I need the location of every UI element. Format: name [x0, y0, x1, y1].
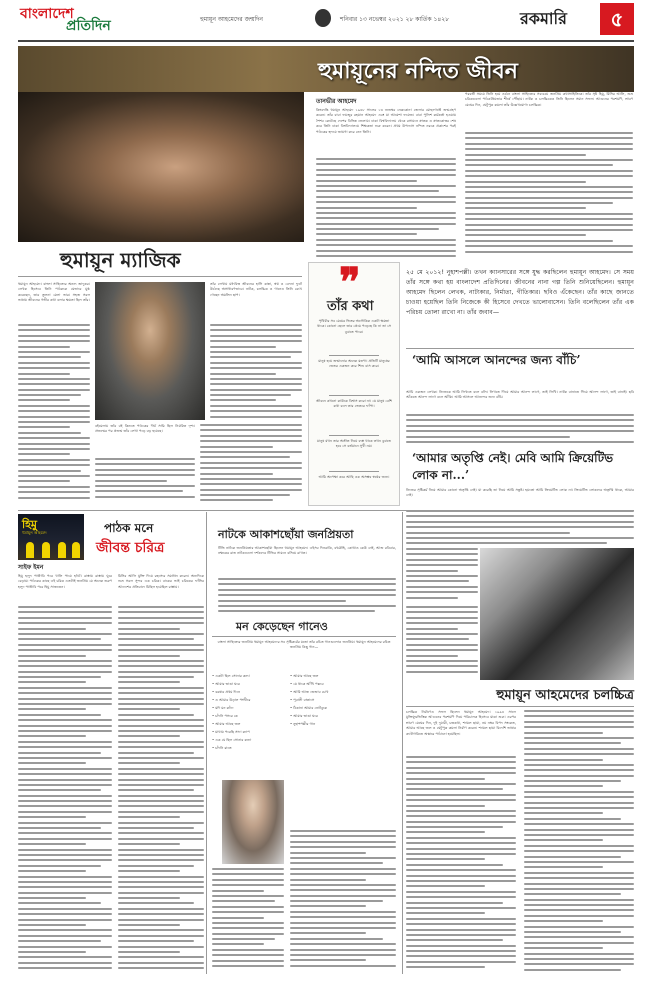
- interview-para-1-lines: [406, 414, 634, 446]
- drama-body: টিভি নাটকে জনপ্রিয়তার আকাশছোঁয়া ছিলেন হুমায়ূন আহমেদ। এইসব দিনরাত্রি, বহুব্রীহি, কোথাও কেউ নেই, আজ রবিবার, নক্ষত্রের রাত নাটকগুলো দর্শকদের টিভির সামনে বসিয়ে রাখত।: [218, 546, 396, 556]
- column-divider: [402, 512, 403, 974]
- interview-heading-2: ‘আমার অতৃপ্তি নেই। মেবি আমি ক্রিয়েটিভ লোক না...’: [412, 451, 614, 482]
- magic-col1: হুমায়ূন আহমেদ। বাংলা সাহিত্যের অনন্য জাদুকর। লেখক হিসেবে তিনি পাঠককে যেভাবে মুগ্ধ করেছেন, তার তুলনা মেলা ভার। সহজ সরল ভাষায় জীবনের গভীর কথা বলার ক্ষমতা ছিল তাঁর।: [18, 282, 90, 303]
- camera-photo: [480, 548, 634, 680]
- film-body: চলচ্চিত্র নির্মাণেও সফল ছিলেন হুমায়ূন আহমেদ। ১৯৯৪ সালে মুক্তিযুদ্ধভিত্তিক আগুনের পরশমণি দিয়ে পরিচালক হিসেবে যাত্রা শুরু। এরপর শ্রাবণ মেঘের দিন, দুই দুয়ারী, চন্দ্রকথা, শ্যামল ছায়া, নয় নম্বর বিপদ সংকেত, আমার আছে জল ও ঘেটুপুত্র কমলা নির্মাণ করেন। শ্যামল ছায়া বিদেশি ভাষার ক্যাটাগরিতে অস্কারে পাঠানো হয়েছিল।: [406, 710, 516, 736]
- interview-intro: ২৫ মে ২০১২! নুহাশপল্লী। তখন ক্যানসারের সঙ্গে যুদ্ধ করছিলেন হুমায়ূন আহমেদ। সে সময় তাঁর সঙ্গে কথা হয় বাংলাদেশ প্রতিদিনের। জীবনের নানা গল্প তিনি শুনিয়েছিলেন। হুমায়ূন আহমেদ ছিলেন লেখক, নাট্যকার, নির্মাতা, গীতিকার। ছবিও এঁকেছেন। তাঁর কাছে জানতে চাওয়া হয়েছিল তিনি নিজেকে কী হিসেবে দেখতে ভালোবাসেন। তিনি বলেছিলেন তাঁর এক পরিচয় তোলা রাখো না। তাঁর জবাব—: [406, 269, 634, 316]
- song-item: • ও আমার উড়াল পংখীরে: [212, 698, 251, 702]
- magic-col3: বইমেলায় তাঁর বই কিনতে পাঠকের দীর্ঘ সারি ছিল নিয়মিত দৃশ্য। প্রজন্মের পর প্রজন্ম তাঁর লেখা পড়ে বড় হয়েছে।: [95, 424, 195, 434]
- himu-col2: মিসির আলি যুক্তি দিয়ে রহস্যের সমাধান করেন। অন্যদিকে শুভ্র সরল সুন্দর এক চরিত্র। বাকের ভাই চরিত্রের ফাঁসির আদেশের প্রতিবাদে মিছিল হয়েছিল রাস্তায়।: [118, 574, 204, 589]
- song-item: • পূবালী বাতাসে: [290, 698, 315, 702]
- song-item: • যদি মন কাঁদে: [212, 706, 234, 710]
- himu-title-top: পাঠক মনে: [104, 521, 154, 535]
- song-item: • ঠিকানা আমার নোটবুকে: [290, 706, 328, 710]
- hero-byline: তানভীর আহমেদ: [316, 98, 357, 105]
- songs-portrait-photo: [222, 780, 284, 864]
- song-item: • মাথায় পরেছি সাদা ক্যাপ: [212, 730, 250, 734]
- silhouette-2-icon: [42, 542, 50, 558]
- song-item: • আমার ভাঙা ঘরে: [212, 682, 240, 686]
- song-item: • আমি আজ ভেজাব চোখ: [290, 690, 329, 694]
- song-item: • বরষার প্রথম দিনে: [212, 690, 241, 694]
- interview-para-2: নিজের সৃষ্টিকর্ম নিয়ে আমার কোনো অতৃপ্তি নেই। যা করেছি তা নিয়ে আমি সন্তুষ্ট। হয়তো আমি ক্রিয়েটিভ লোক না। ক্রিয়েটিভ লোকদের অতৃপ্তি থাকে, আমার নেই।: [406, 488, 634, 498]
- song-item: • আমার ভাঙা ঘরে: [290, 714, 318, 718]
- himu-byline: সাইফ ইমন: [18, 564, 44, 571]
- drama-title: নাটকে আকাশছোঁয়া জনপ্রিয়তা: [218, 528, 354, 541]
- film-title: হুমায়ূন আহমেদের চলচ্চিত্র: [496, 688, 634, 703]
- interview-rule: [406, 348, 634, 349]
- masthead: [0, 0, 650, 46]
- quote-divider-3: [329, 435, 379, 436]
- songs-rule: [212, 636, 396, 637]
- himu-book-cover: [18, 514, 84, 560]
- songs-list-right: [290, 672, 396, 822]
- songs-left-lines: [212, 868, 284, 972]
- portrait-icon: [315, 9, 331, 27]
- songs-title: মন কেড়েছেন গানেও: [236, 620, 328, 633]
- magic-title: হুমায়ূন ম্যাজিক: [60, 248, 181, 272]
- magic-col4-lines: [200, 424, 302, 504]
- quote-5: আমি অপেক্ষা করে আছি এক অসম্ভব স্বপ্নের জন্য।: [318, 475, 390, 479]
- quote-4: মানুষ যখন তার অতীত নিয়ে ব্যস্ত থাকে তখন বুঝতে হবে সে বর্তমানে সুখী নয়।: [317, 439, 391, 449]
- quote-2: মানুষ হয়ে জন্মানোর অনেক যন্ত্রণা। প্রতিটি মানুষের ভেতর একজন করে শিশু বাস করে।: [318, 359, 390, 369]
- magic-col2: তাঁর লেখায় মধ্যবিত্ত জীবনের হাসি কান্না, স্বপ্ন ও বেদনা ফুটে উঠেছে অসাধারণভাবে। নাটক, চলচ্চিত্র ও গানেও তিনি রেখে গেছেন অমলিন ছাপ।: [210, 282, 302, 297]
- logo-line-bottom: প্রতিদিন: [66, 18, 111, 34]
- interview-para-1: আমি একজন লেখক। নিজেকে আমি লিখতে বলে বলি। লিখতে গিয়ে আমার আনন্দ লাগে, তাই লিখি। নাটক বানাতে গিয়ে আনন্দ লাগে, তাই বানাই। ছবি আঁকতে আনন্দ লাগে বলে আঁকি। আমি আসলে আনন্দের জন্য বাঁচি।: [406, 390, 634, 400]
- film-col2-lines: [524, 710, 634, 976]
- hero-portrait-photo: [18, 92, 304, 242]
- film-rule: [406, 706, 634, 707]
- drama-body-lines: [218, 578, 396, 614]
- song-item: • একটা ছিল সোনার কন্যা: [212, 674, 250, 678]
- hero-right-lines: [465, 132, 633, 260]
- quote-divider-1: [329, 355, 379, 356]
- magic-col2-lines: [210, 324, 302, 420]
- interview-left-col-lines: [406, 548, 478, 604]
- hero-title: হুমায়ূনের নন্দিত জীবন: [318, 58, 518, 84]
- interview-left-col-lines-2: [406, 606, 478, 680]
- quote-divider-2: [329, 395, 379, 396]
- himu-title-bottom: জীবন্ত চরিত্র: [96, 540, 165, 556]
- magic-portrait-photo: [95, 282, 205, 420]
- film-col1-lines: [406, 756, 516, 976]
- silhouette-1-icon: [26, 542, 34, 558]
- himu-logo-sub: হুমায়ূন আহমেদ: [22, 530, 47, 535]
- quote-1: পৃথিবীর সব মেয়ের ভিতর অলৌকিক একটা ক্ষমতা থাকে। কোনো ছেলে তার প্রেমে পড়েছে কি না তা সে বুঝতে পারে।: [317, 319, 391, 334]
- site-logo[interactable]: [20, 6, 150, 36]
- magic-rule: [18, 276, 302, 277]
- hero-right-body: পরবর্তী সময়ে তিনি হয়ে ওঠেন বাংলা সাহিত্যের সবচেয়ে জনপ্রিয় কথাসাহিত্যিক। তাঁর সৃষ্ট হিমু, মিসির আলি, শুভ্র চরিত্রগুলো পাঠকপ্রিয়তার শীর্ষে পৌঁছায়। নাটক ও চলচ্চিত্রেও তিনি ছিলেন সমান সফল। আগুনের পরশমণি, শ্রাবণ মেঘের দিন, ঘেটুপুত্র কমলা তাঁর উল্লেখযোগ্য চলচ্চিত্র।: [465, 92, 633, 107]
- magic-col3-lines: [95, 458, 195, 504]
- magic-col1-lines: [18, 324, 90, 502]
- interview-heading-1: ‘আমি আসলে আনন্দের জন্য বাঁচি’: [412, 353, 581, 367]
- himu-col1: হিমু হলুদ পাঞ্জাবি পরে খালি পায়ে হাঁটে। রাস্তায় রাস্তায় ঘুরে বেড়ায়। পাঠকের কাছে এই চরিত্র এতটাই জনপ্রিয় যে অনেক তরুণ হলুদ পাঞ্জাবি পরে হিমু সাজতেন।: [18, 574, 112, 589]
- song-item: • আমার আছে জল: [290, 674, 319, 678]
- quote-heading: তাঁর কথা: [327, 299, 374, 314]
- quote-divider-4: [329, 471, 379, 472]
- song-item: • নুহাশপল্লীর গান: [290, 722, 316, 726]
- song-item: • এক যে ছিল সোনার কন্যা: [212, 738, 252, 742]
- himu-col2-lines: [118, 606, 204, 976]
- page-number: ৫: [610, 7, 624, 31]
- column-divider: [206, 512, 207, 974]
- himu-logo: হিমু: [22, 518, 38, 531]
- quote-3: জীবনে কখনো কাউকে বিশ্বাস করো না। যে মানুষ বেশি কথা বলে তার ভেতরে ফাঁপা।: [315, 399, 393, 409]
- silhouette-4-icon: [72, 542, 80, 558]
- songs-bottom-lines: [290, 830, 396, 970]
- song-item: • চাঁদনি পসরে কে: [212, 714, 238, 718]
- logo-line-top: বাংলাদেশ: [20, 6, 74, 22]
- quote-box: [308, 259, 400, 506]
- section-divider: [18, 510, 634, 511]
- page-number-badge: [600, 3, 634, 35]
- silhouette-3-icon: [58, 542, 66, 558]
- interview-para-2-lines: [406, 510, 634, 546]
- masthead-rule: [18, 40, 634, 42]
- hero-body: কিংবদন্তি হুমায়ূন আহমেদ ১৯৪৮ সালের ১৩ নভেম্বর নেত্রকোনা জেলার মোহনগঞ্জে জন্মগ্রহণ করেন। তাঁর বাবা ফয়জুর রহমান আহমেদ এবং মা আয়েশা ফয়েজ। বাবা পুলিশ কর্মকর্তা হওয়ায় শৈশব কেটেছে দেশের বিভিন্ন জেলায়। ঢাকা বিশ্ববিদ্যালয় থেকে রসায়নে স্নাতক ও স্নাতকোত্তর শেষ করে তিনি ঢাকা বিশ্ববিদ্যালয়ে শিক্ষকতা শুরু করেন। প্রথম উপন্যাস নন্দিত নরকে প্রকাশের পরই পাঠকের হৃদয়ে জায়গা করে নেন তিনি।: [316, 108, 456, 134]
- song-item: • আমার আছে জল: [212, 722, 241, 726]
- header-center-text: হুমায়ূন আহমেদের জন্মদিন: [200, 16, 263, 23]
- quote-mark-icon: ❞: [339, 259, 361, 306]
- date-line: শনিবার ১৩ নভেম্বর ২০২১ ২৮ কার্তিক ১৪২৮: [340, 16, 450, 23]
- song-item: • চাঁদনি রাতে: [212, 746, 232, 750]
- song-item: • যে থাকে আঁখি পল্লবে: [290, 682, 324, 686]
- section-label: রকমারি: [520, 9, 567, 28]
- songs-intro: বাংলা সাহিত্যের জনপ্রিয় হুমায়ূন আহমেদের সব সৃষ্টিকর্মের মতো তাঁর রচিত গানগুলোও জনপ্রিয়। হুমায়ূন আহমেদের রচিত জনপ্রিয় কিছু গান—: [217, 640, 391, 650]
- hero-body-lines: [316, 158, 456, 262]
- himu-col1-lines: [18, 606, 112, 976]
- hero-banner: [18, 46, 634, 92]
